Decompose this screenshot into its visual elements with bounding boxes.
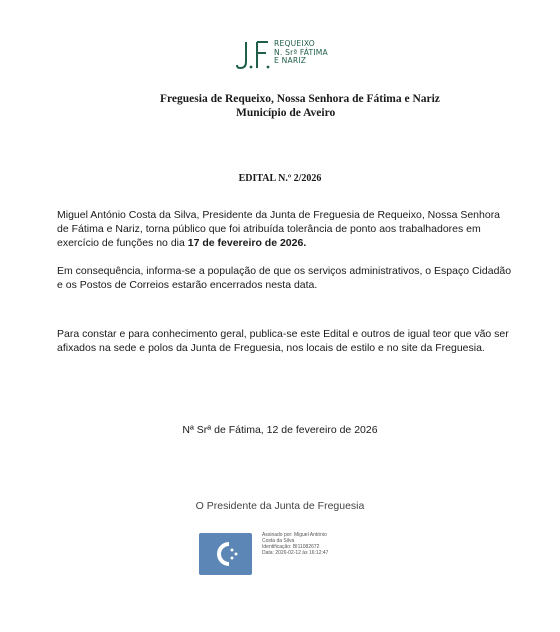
signature-line-4: Data: 2026-02-12 às 16:12:47	[262, 550, 329, 556]
municipality-name: Município de Aveiro	[236, 107, 336, 119]
paragraph-1	[57, 208, 513, 251]
digital-signature-icon	[199, 533, 252, 575]
logo-line-3: E NARIZ	[274, 56, 307, 66]
signature-line-1: Assinado por: Miguel António	[262, 532, 327, 538]
signer-title: O Presidente da Junta de Freguesia	[195, 500, 365, 512]
logo	[236, 40, 328, 70]
logo-text	[274, 40, 328, 66]
paragraph-2: Em consequência, informa-se a população de que os serviços administrativos, o Espaço Cidadão e os Postos de Correios estarão encerrados nesta data.	[57, 265, 512, 292]
signature-line-3: Identificação: BI11082672	[262, 544, 320, 550]
date-line: Nª Srª de Fátima, 12 de fevereiro de 2026	[182, 424, 378, 436]
paragraph-1-date: 17 de fevereiro de 2026.	[187, 237, 307, 250]
edital-title: EDITAL N.º 2/2026	[238, 173, 322, 184]
paragraph-1-text: Miguel António Costa da Silva, Presidente da Junta de Freguesia de Requeixo, Nossa Senhora de Fátima e Nariz, torna público que foi atribuída tolerância de ponto aos trabalhadores em exercício de funções no dia	[57, 209, 501, 250]
signature-details	[262, 532, 328, 556]
paragraph-3: Para constar e para conhecimento geral, publica-se este Edital e outros de igual teor que vão ser afixados na sede e polos da Junta de Freguesia, nos locais de estilo e no site da Freguesia.	[57, 328, 509, 355]
logo-mark	[236, 40, 270, 70]
signature-line-2: Costa da Silva	[262, 538, 295, 544]
parish-name: Freguesia de Requeixo, Nossa Senhora de Fátima e Nariz	[160, 93, 440, 105]
logo-line-2: N. Srª FÁTIMA	[274, 47, 328, 57]
logo-line-1: REQUEIXO	[274, 39, 315, 48]
